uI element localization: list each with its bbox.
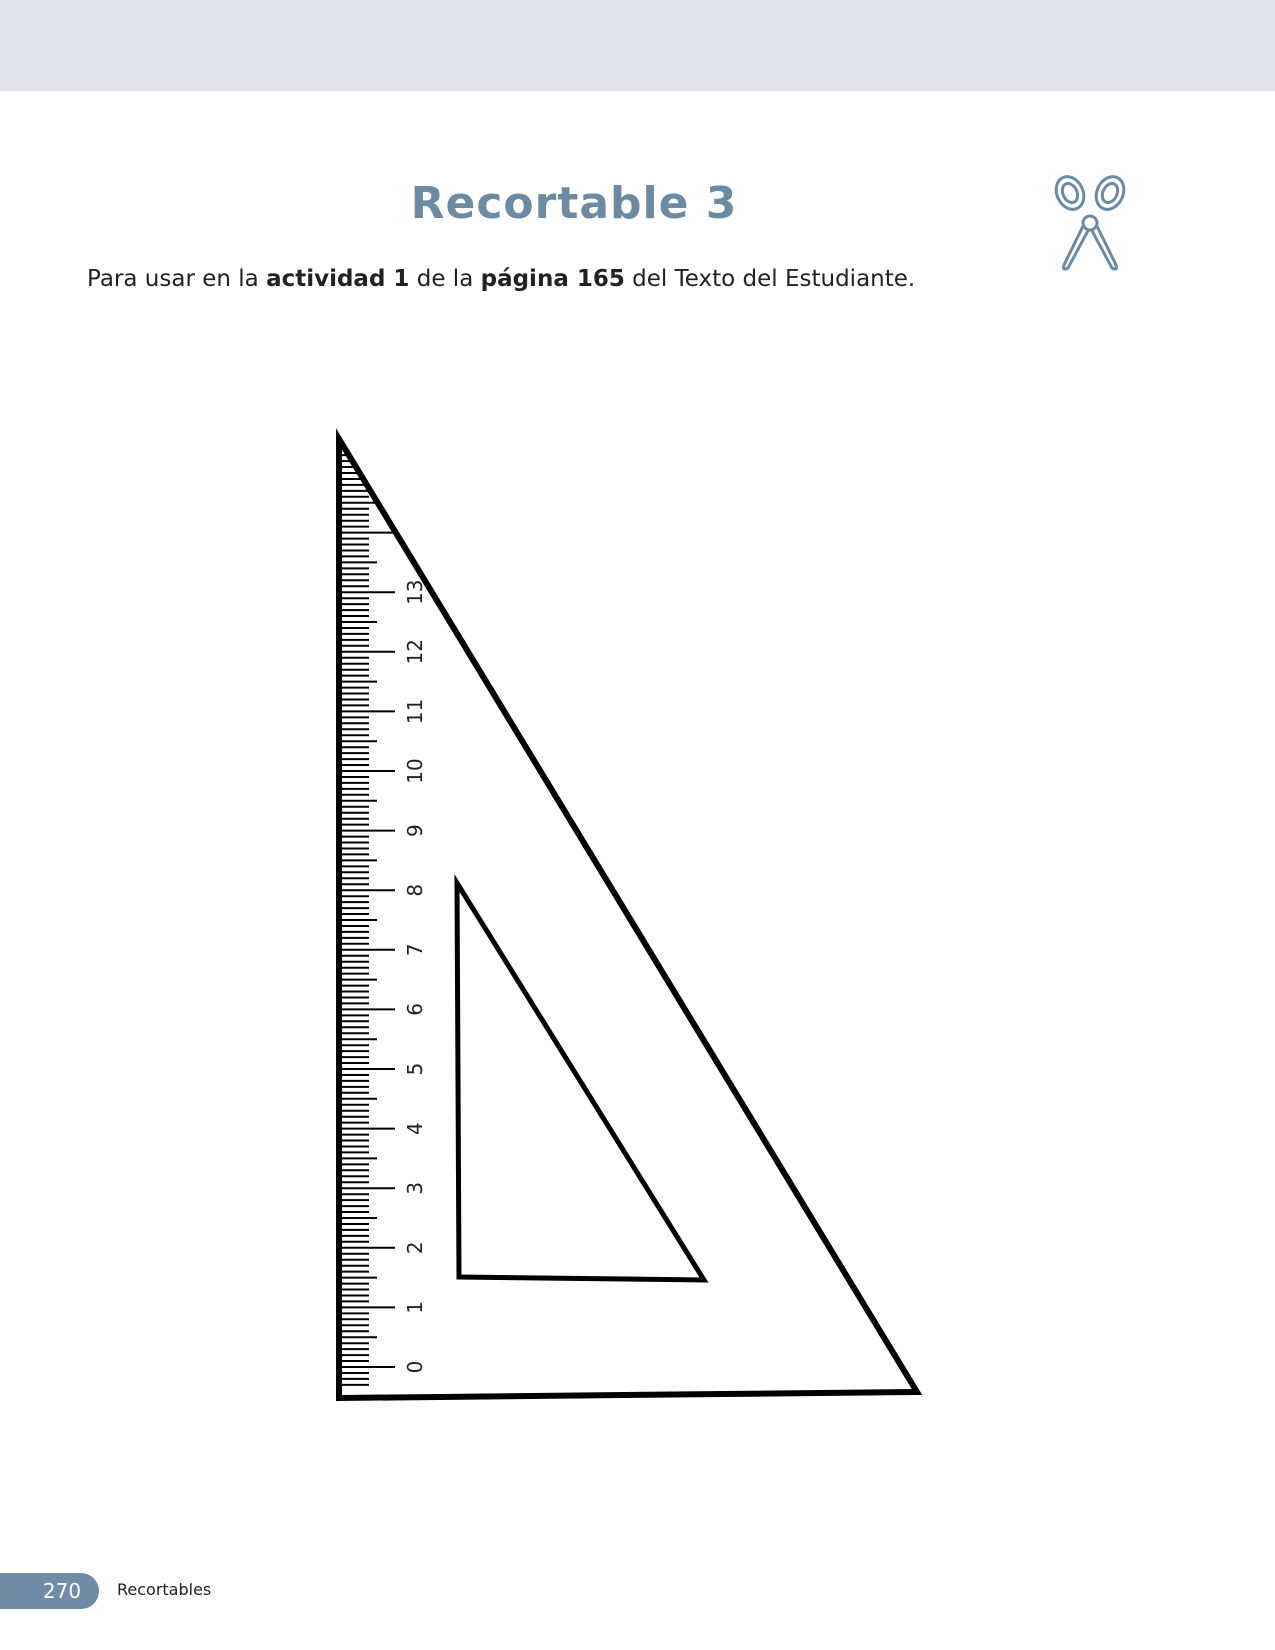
page-number-tab: 270 <box>0 1573 99 1609</box>
ruler-label: 1 <box>403 1301 427 1314</box>
ruler-label: 5 <box>403 1062 427 1076</box>
ruler-label: 3 <box>403 1181 427 1195</box>
ruler-label: 10 <box>403 758 427 784</box>
ruler-label: 11 <box>403 698 427 725</box>
ruler-label: 7 <box>403 943 427 957</box>
ruler-label: 2 <box>403 1241 427 1255</box>
ruler-label: 6 <box>403 1003 427 1016</box>
ruler-label: 4 <box>403 1122 427 1135</box>
ruler-label: 0 <box>403 1360 427 1374</box>
ruler-label: 8 <box>403 883 427 897</box>
page-title: Recortable 3 <box>410 178 738 229</box>
ruler-label: 9 <box>403 824 427 837</box>
ruler-label: 13 <box>403 579 427 605</box>
section-name: Recortables <box>117 1580 212 1599</box>
ruler-label: 12 <box>403 639 427 665</box>
instruction-text: Para usar en la actividad 1 de la página 165 del Texto del Estudiante. <box>87 266 916 292</box>
